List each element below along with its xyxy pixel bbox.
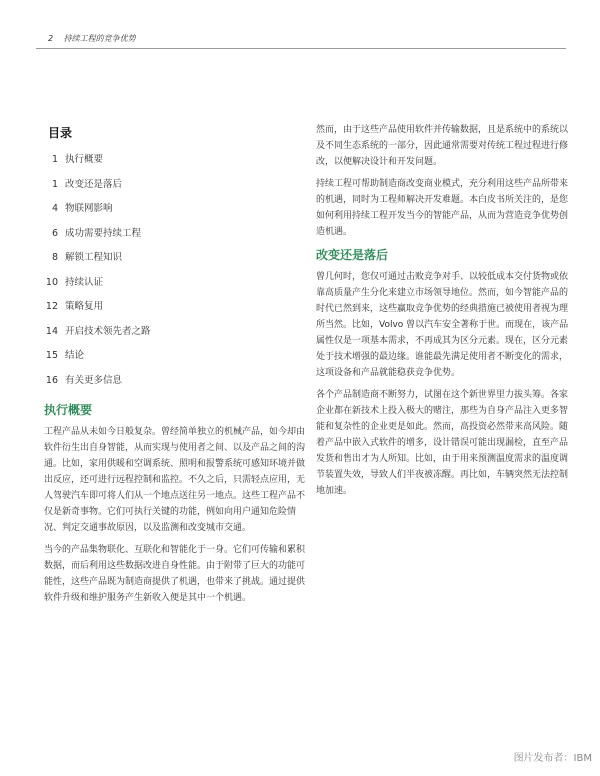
toc-page: 14: [45, 325, 58, 337]
toc-item[interactable]: [44, 375, 306, 400]
toc-label: 执行概要: [65, 154, 104, 165]
paragraph: 曾几何时，您仅可通过击败竞争对手、以较低成本交付货物或依靠高质量产生分化来建立市场领导地位。然而，如今智能产品的时代已然到来，这些赢取竞争优势的经典措施已被使用者视为理所当然。比如，Volvo 曾以汽车安全著称于世。而现在，该产品属性仅是一项基本需求，不再成其为区分元素。现在，区分元素处于技术增强的最边缘。谁能最先满足使用者不断变化的需求，这项设备和产品就能稳获竞争优势。: [316, 272, 569, 378]
toc-label: 物联网影响: [65, 203, 113, 214]
left-column: [44, 124, 306, 612]
toc-item[interactable]: [44, 179, 306, 204]
toc-page: 10: [45, 276, 58, 288]
toc-title: 目录: [48, 126, 73, 140]
toc-item[interactable]: [44, 301, 306, 326]
toc-label: 结论: [65, 350, 85, 361]
page-number: 2: [48, 34, 54, 43]
toc-page: 6: [51, 227, 58, 239]
section-heading-change-or-fall-behind: 改变还是落后: [316, 248, 389, 262]
running-header: [48, 33, 566, 44]
toc-item[interactable]: [44, 203, 306, 228]
toc-page: 15: [45, 350, 58, 361]
toc-label: 开启技术领先者之路: [65, 325, 151, 337]
paragraph: 然而，由于这些产品使用软件并传输数据，且是系统中的系统以及不同生态系统的一部分，因此通常需要对传统工程过程进行修改，以便解决设计和开发问题。: [316, 125, 569, 167]
toc-item[interactable]: [44, 350, 306, 375]
toc-label: 改变还是落后: [65, 178, 123, 190]
toc-item[interactable]: [44, 154, 306, 179]
header-divider: [36, 48, 566, 49]
table-of-contents: [44, 154, 306, 399]
toc-label: 解锁工程知识: [65, 252, 123, 263]
toc-page: 4: [51, 203, 58, 214]
paragraph: 各个产品制造商不断努力，试图在这个新世界里力拔头筹。各家企业都在新技术上投入极大的赌注，那些为自身产品注入更多智能和复杂性的企业更是如此。然而，高投资必然带来高风险。随着产品中嵌入式软件的增多，设计错误可能出现漏检，直至产品发货和售出才为人所知。比如，由于用来预测温度需求的温度调节装置失效，导致人们半夜被冻醒。再比如，车辆突然无法控制地加速。: [316, 390, 569, 496]
toc-item[interactable]: [44, 326, 306, 351]
toc-label: 持续认证: [65, 276, 104, 288]
toc-item[interactable]: [44, 228, 306, 253]
paragraph: 持续工程可帮助制造商改变商业模式，充分利用这些产品所带来的机遇，同时为工程师解决开发难题。本白皮书所关注的，是您如何利用持续工程开发当今的智能产品，从而为营造竞争优势创造机遇。: [316, 179, 569, 237]
image-credit: 图片发布者：IBM: [513, 753, 592, 764]
toc-page: 12: [45, 301, 58, 312]
paragraph: 当今的产品集物联化、互联化和智能化于一身。它们可传输和累积数据，而后利用这些数据改进自身性能。由于附带了巨大的功能可能性，这些产品既为制造商提供了机遇，也带来了挑战。通过提供软件升级和维护服务产生新收入便是其中一个机遇。: [44, 545, 306, 603]
paragraph: 工程产品从未如今日般复杂。曾经简单独立的机械产品，如今却由软件衍生出自身智能，从而实现与使用者之间、以及产品之间的沟通。比如，家用供暖和空调系统、照明和报警系统可感知环境并做出反应，还可进行远程控制和监控。不久之后，只需轻点应用，无人驾驶汽车即可将人们从一个地点送往另一地点。这些工程产品不仅是新奇事物。它们可执行关键的功能，例如向用户通知危险情况、判定交通事故原因，以及监测和改变城市交通。: [44, 427, 306, 533]
toc-item[interactable]: [44, 277, 306, 302]
toc-item[interactable]: [44, 252, 306, 277]
right-column: [316, 122, 572, 505]
toc-page: 8: [51, 252, 58, 263]
toc-page: 1: [51, 154, 58, 165]
toc-label: 成功需要持续工程: [65, 227, 142, 239]
section-heading-exec-summary: 执行概要: [44, 403, 93, 417]
running-title: 持续工程的竞争优势: [63, 34, 136, 43]
toc-label: 有关更多信息: [65, 374, 123, 386]
toc-label: 策略复用: [65, 301, 104, 312]
toc-page: 16: [45, 374, 58, 386]
toc-page: 1: [51, 178, 58, 190]
